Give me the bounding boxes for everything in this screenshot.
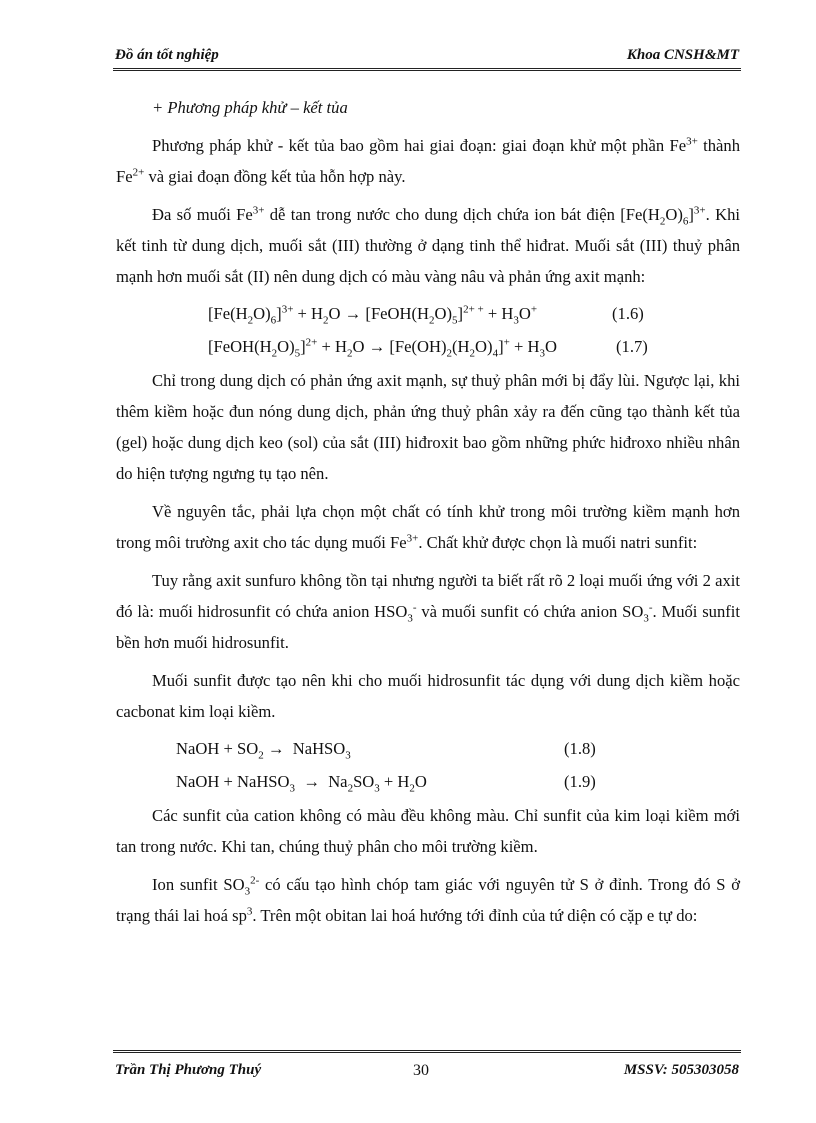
equation-text: $[FeOH(H_2O)_5]^{2+} + H_2O \to [Fe(OH)_2(H_2O)_4]^+ + H_3O$ xyxy=(208,336,557,360)
equation-label: (1.7) xyxy=(616,337,648,356)
footer-author: Trần Thị Phương Thuý xyxy=(115,1062,262,1078)
paragraph-8: Ion sunfit $SO_3^{2-}$ có cấu tạo hình chóp tam giác với nguyên tử S ở đỉnh. Trong đó S ở trạng thái lai hoá $sp^3$. Trên một obitan lai hoá hướng tới đỉnh của tứ diện có cặp e tự do: xyxy=(116,874,740,925)
equation-text: $[Fe(H_2O)_6]^{3+} + H_2O$ → $[FeOH(H_2O)_5]^{2+ +} + H_3O^+$ xyxy=(208,303,538,327)
page-body xyxy=(116,92,740,938)
paragraph-5: Tuy rằng axit sunfuro không tồn tại nhưng người ta biết rất rõ 2 loại muối ứng với 2 axit đó là: muối hidrosunfit có chứa anion $HSO_3^-$ và muối sunfit có chứa anion $SO_3^-$. Muối sunfit bền hơn muối hidrosunfit. xyxy=(116,571,741,652)
equation-1-8 xyxy=(116,734,740,767)
equation-label: (1.8) xyxy=(564,739,596,758)
footer-mssv: MSSV: 505303058 xyxy=(623,1062,739,1078)
page-footer xyxy=(113,1050,741,1083)
header-left: Đồ án tốt nghiệp xyxy=(115,47,219,63)
equation-1-7 xyxy=(116,332,740,365)
paragraph-4: Về nguyên tắc, phải lựa chọn một chất có tính khử trong môi trường kiềm mạnh hơn trong môi trường axit cho tác dụng muối $Fe^{3+}$. Chất khử được chọn là muối natri sunfit: xyxy=(116,502,740,552)
paragraph-1: Phương pháp khử - kết tủa bao gồm hai giai đoạn: giai đoạn khử một phần $Fe^{3+}$ thành $Fe^{2+}$ và giai đoạn đồng kết tủa hỗn hợp này. xyxy=(116,135,741,186)
header-right: Khoa CNSH&MT xyxy=(626,47,739,63)
paragraph-3: Chỉ trong dung dịch có phản ứng axit mạnh, sự thuỷ phân mới bị đẩy lùi. Ngược lại, khi thêm kiềm hoặc đun nóng dung dịch, phản ứng thuỷ phân xảy ra đến cũng tạo thành kết tủa (gel) hoặc dung dịch keo (sol) của sắt (III) hiđroxit bao gồm những phức hiđroxo nhiều nhân do hiện tượng ngưng tụ tạo nên. xyxy=(116,371,740,483)
equation-text: NaOH + NaHSO$_3$ → $Na_2SO_3 + H_2O$ xyxy=(176,772,427,795)
equation-label: (1.9) xyxy=(564,772,596,791)
paragraph-2: Đa số muối $Fe^{3+}$ dễ tan trong nước cho dung dịch chứa ion bát điện $[Fe(H_2O)_6]^{3+}$. Khi kết tinh từ dung dịch, muối sắt (III) thường ở dạng tinh thể hiđrat. Muối sắt (III) thuỷ phân mạnh hơn muối sắt (II) nên dung dịch có màu vàng nâu và phản ứng axit mạnh: xyxy=(116,204,740,286)
section-title: + Phương pháp khử – kết tủa xyxy=(152,98,348,117)
equation-label: (1.6) xyxy=(612,304,644,323)
page-number: 30 xyxy=(413,1062,429,1079)
page-header xyxy=(113,40,741,71)
paragraph-6: Muối sunfit được tạo nên khi cho muối hidrosunfit tác dụng với dung dịch kiềm hoặc cacbonat kim loại kiềm. xyxy=(116,671,740,721)
equation-1-6 xyxy=(116,299,740,332)
equation-1-9 xyxy=(116,767,740,800)
paragraph-7: Các sunfit của cation không có màu đều không màu. Chỉ sunfit của kim loại kiềm mới tan trong nước. Khi tan, chúng thuỷ phân cho môi trường kiềm. xyxy=(116,806,740,856)
equation-text: NaOH + $SO_2$ → NaHSO$_3$ xyxy=(176,739,351,762)
